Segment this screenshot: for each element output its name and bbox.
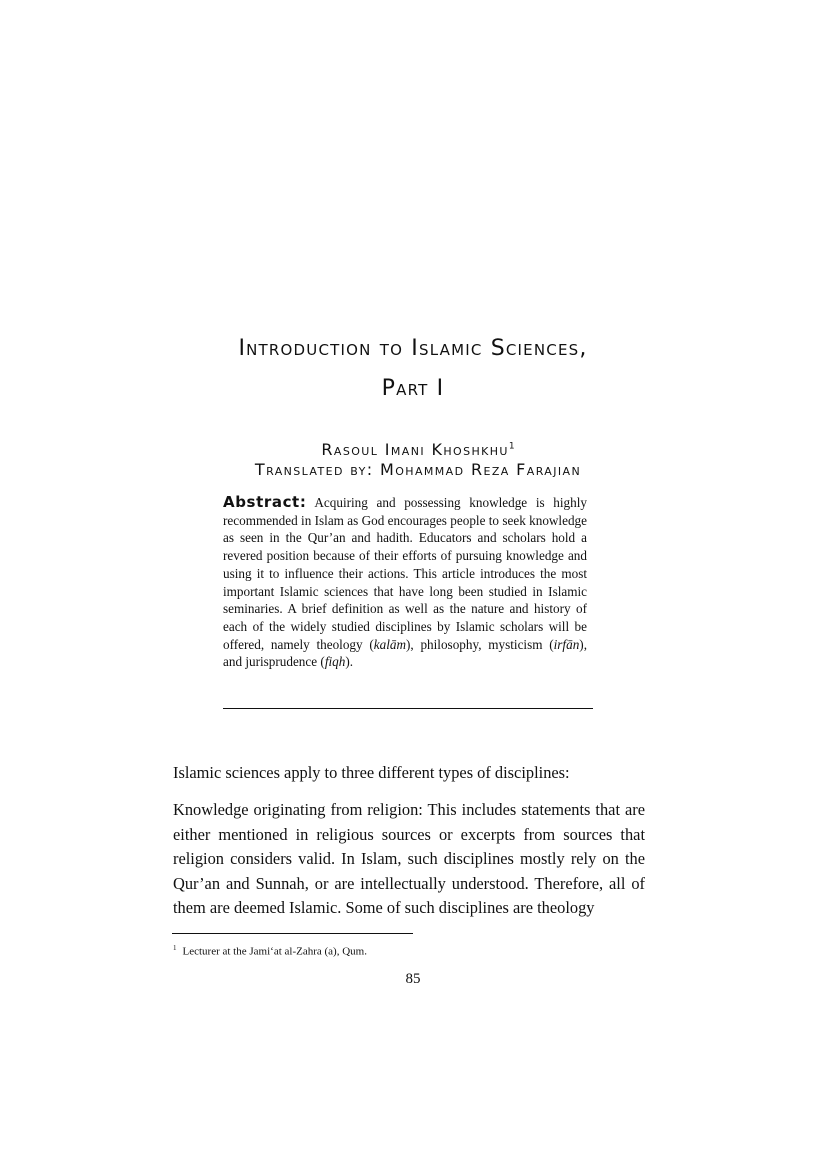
abstract [223,494,587,671]
article-title-line-1: Introduction to Islamic Sciences, [238,336,588,361]
abstract-term-kalam: kalām [373,636,406,652]
abstract-text-1: Acquiring and possessing knowledge is highly recommended in Islam as God encourages people to seek knowledge as seen in the Qur’an and hadith. Educators and scholars hold a revered position because of their efforts of pursuing knowledge and using it to influence their actions. This article introduces the most important Islamic sciences that have long been studied in Islamic seminaries. A brief definition as well as the nature and history of each of the widely studied disciplines by Islamic scholars will be offered, namely theology ( [223,495,587,652]
abstract-text-2: ), philosophy, mysticism ( [406,636,554,652]
footnote-mark: 1 [173,944,177,952]
author-footnote-mark: 1 [508,441,515,452]
body-paragraph-2: Knowledge originating from religion: This includes statements that are either mentioned in religious sources or excerpts from sources that religion considers valid. In Islam, such disciplines mostly rely on the Qur’an and Sunnah, or are intellectually understood. Therefore, all of them are deemed Islamic. Some of such disciplines are theology [173,800,645,918]
footnote-text: Lecturer at the Jami‘at al-Zahra (a), Qum. [182,945,367,958]
abstract-text-4: ). [345,654,354,670]
abstract-label: Abstract: [223,493,307,511]
translator-line: Translated by: Mohammad Reza Farajian [254,460,582,479]
abstract-term-fiqh: fiqh [324,654,346,670]
abstract-term-irfan: irfān [553,636,580,652]
footnote-divider [172,933,413,934]
abstract-text-3: ), and jurisprudence ( [223,636,587,670]
page-number: 85 [405,971,421,987]
author-line [0,440,826,459]
abstract-divider [223,708,593,709]
footnote [173,941,367,959]
body-paragraph-1: Islamic sciences apply to three different types of disciplines: [173,763,570,782]
article-title-line-2: Part I [381,376,445,401]
author-name: Rasoul Imani Khoshkhu [321,440,509,459]
